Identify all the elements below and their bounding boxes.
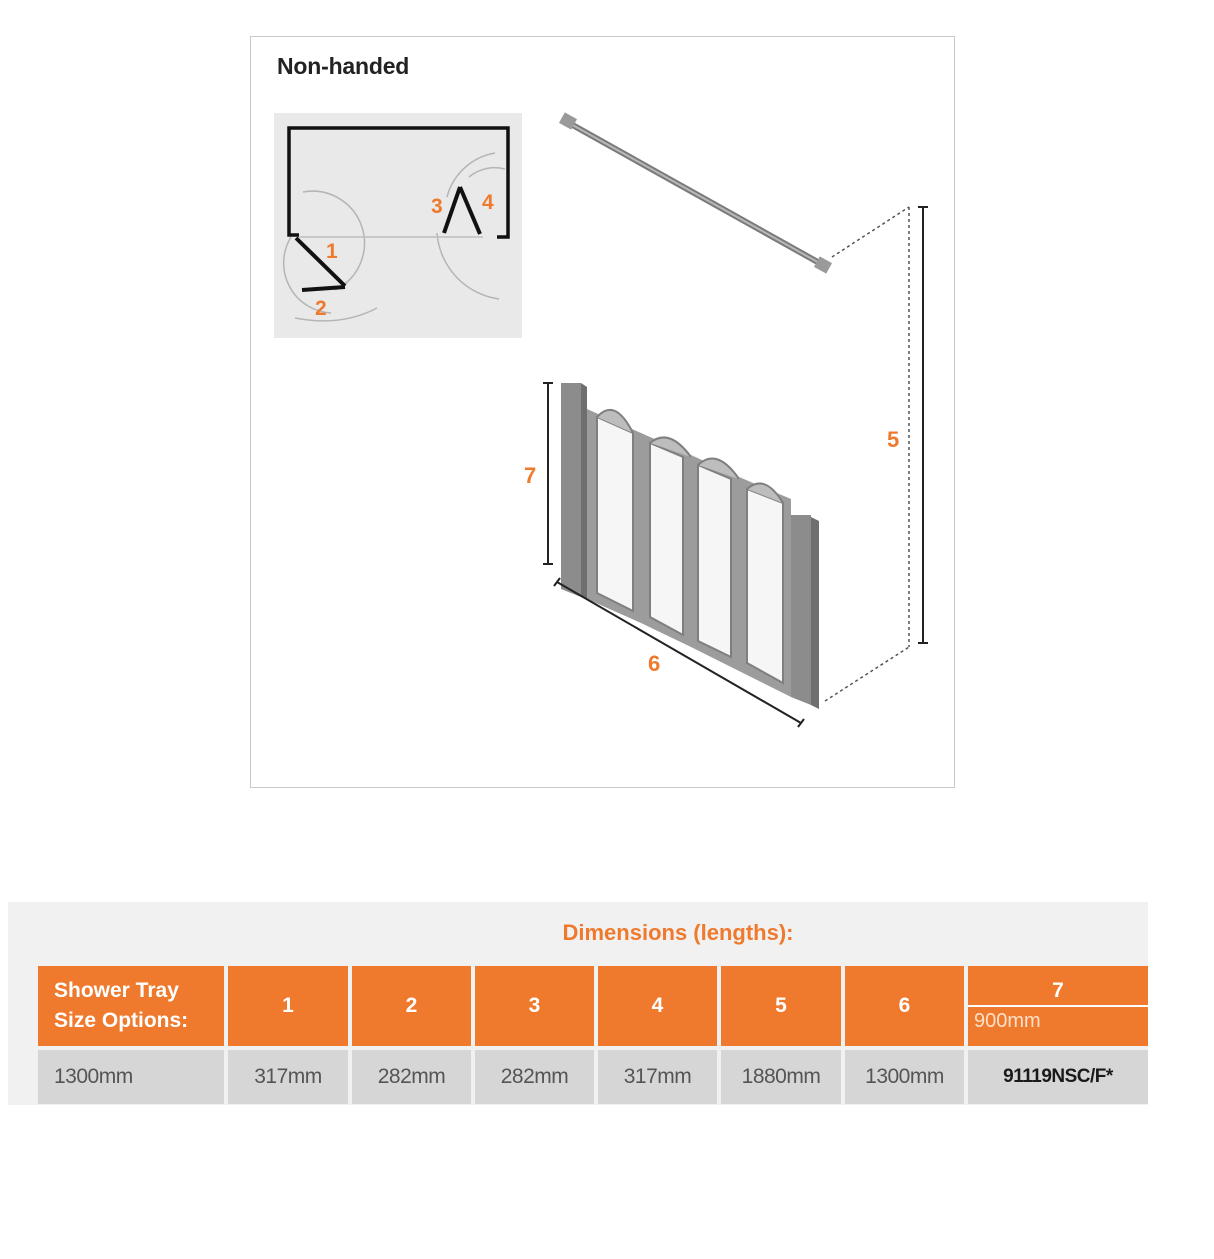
diagram-panel — [250, 36, 955, 788]
row-value-2: 282mm — [352, 1050, 471, 1104]
installation-diagram — [251, 37, 956, 789]
dimensions-table — [8, 902, 1148, 1105]
row-value-1: 317mm — [228, 1050, 348, 1104]
header-col-7-label: 7 — [1052, 979, 1064, 1003]
header-col-4: 4 — [598, 966, 717, 1046]
header-col-7 — [968, 966, 1148, 1046]
top-rail — [559, 112, 832, 273]
header-col-2: 2 — [352, 966, 471, 1046]
row-value-4: 317mm — [598, 1050, 717, 1104]
header-col-3: 3 — [475, 966, 594, 1046]
plan-label-4: 4 — [482, 191, 494, 214]
plan-label-3: 3 — [431, 195, 443, 218]
plan-view-inset — [274, 113, 522, 338]
table-heading: Dimensions (lengths): — [562, 920, 794, 945]
row-product-code: 91119NSC/F* — [968, 1050, 1148, 1104]
row-value-6: 1300mm — [845, 1050, 964, 1104]
plan-label-2: 2 — [315, 297, 327, 320]
header-col-1: 1 — [228, 966, 348, 1046]
dimension-label-7: 7 — [524, 463, 537, 488]
dimension-5-marker — [825, 207, 928, 701]
header-col-6: 6 — [845, 966, 964, 1046]
row-value-5: 1880mm — [721, 1050, 841, 1104]
row-value-3: 282mm — [475, 1050, 594, 1104]
header-size-options: Shower Tray Size Options: — [38, 966, 224, 1046]
row-size: 1300mm — [38, 1050, 224, 1104]
plan-label-1: 1 — [326, 240, 338, 263]
header-col-5: 5 — [721, 966, 841, 1046]
dimension-label-5: 5 — [887, 427, 900, 452]
header-col-7-divider — [968, 1005, 1148, 1007]
diagram-title: Non-handed — [277, 53, 410, 79]
door-assembly — [561, 383, 819, 709]
header-col-7-sub: 900mm — [974, 1009, 1041, 1032]
dimension-label-6: 6 — [648, 651, 661, 676]
dimension-7-marker — [543, 383, 553, 564]
